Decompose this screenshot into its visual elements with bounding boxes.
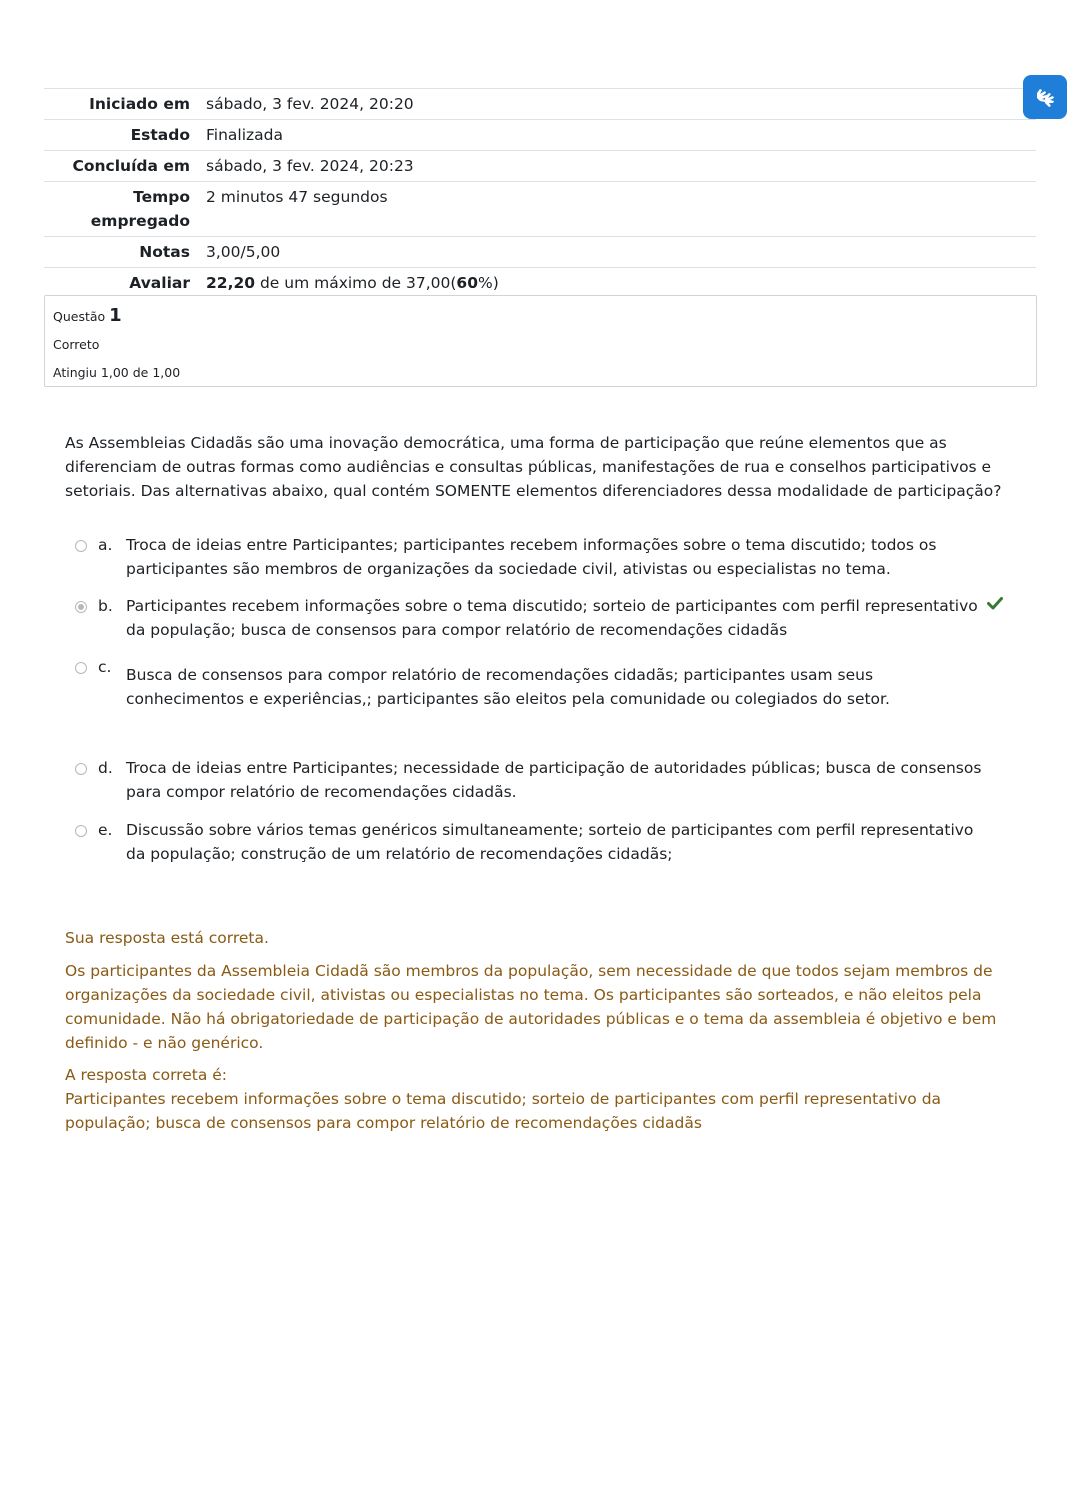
time-label-line2: empregado [90,212,190,230]
grade-percent: 60 [456,274,478,292]
right-answer-label: A resposta correta é: [65,1066,228,1084]
question-info-box [44,295,1037,387]
state-label: Estado [44,120,198,151]
summary-row-state [44,120,1036,151]
answer-text: Participantes recebem informações sobre o tema discutido; sorteio de participantes com perfil representativo da população; busca de consensos para compor relatório de recomendações cidadãs [126,597,978,639]
vlibras-accessibility-button[interactable] [1023,75,1067,119]
completed-label: Concluída em [44,151,198,182]
time-value: 2 minutos 47 segundos [198,182,1036,237]
grade-label: Avaliar [44,268,198,299]
answer-text: Busca de consensos para compor relatório de recomendações cidadãs; participantes usam seus conhecimentos e experiências,; participantes são eleitos pela comunidade ou colegiados do setor. [126,666,890,708]
completed-value: sábado, 3 fev. 2024, 20:23 [198,151,1036,182]
right-answer-text: Participantes recebem informações sobre o tema discutido; sorteio de participantes com perfil representativo da população; busca de consensos para compor relatório de recomendações cidadãs [65,1090,942,1132]
answer-letter: d. [98,759,113,777]
answer-text: Troca de ideias entre Participantes; necessidade de participação de autoridades públicas; busca de consensos para compor relatório de recomendações cidadãs. [126,759,982,801]
question-number [53,302,1028,331]
answer-text: Discussão sobre vários temas genéricos simultaneamente; sorteio de participantes com perfil representativo da população; construção de um relatório de recomendações cidadãs; [126,821,974,863]
answer-letter: c. [98,658,112,676]
grade-max: de um máximo de 37,00( [255,274,457,292]
answer-radio-b[interactable] [75,601,87,613]
answer-letter: a. [98,536,113,554]
answer-letter: b. [98,597,113,615]
grade-score: 22,20 [206,274,256,292]
sign-language-icon [1031,83,1059,111]
attempt-summary-table [44,88,1036,298]
answer-radio-e[interactable] [75,825,87,837]
grade-end: %) [478,274,499,292]
grade-value [198,268,1036,299]
question-status: Correto [53,337,100,352]
feedback-explanation: Os participantes da Assembleia Cidadã são membros da população, sem necessidade de que todos sejam membros de organizações da sociedade civil, ativistas ou especialistas no tema. Os participantes são sorteados, e não eleitos pela comunidade. Não há obrigatoriedade de participação de autoridades públicas e o tema da assembleia é objetivo e bem definido - e não genérico. [65,962,997,1052]
summary-row-completed [44,151,1036,182]
marks-label: Notas [44,237,198,268]
question-number-value: 1 [109,305,122,326]
time-label-line1: Tempo [133,188,190,206]
check-icon [987,596,1003,610]
summary-row-marks [44,237,1036,268]
time-label [44,182,198,237]
summary-row-time [44,182,1036,237]
question-label: Questão [53,309,106,324]
answer-radio-a[interactable] [75,540,87,552]
marks-value: 3,00/5,00 [198,237,1036,268]
question-mark: Atingiu 1,00 de 1,00 [53,365,181,380]
started-value: sábado, 3 fev. 2024, 20:20 [198,89,1036,120]
state-value: Finalizada [198,120,1036,151]
feedback-section [65,926,1015,1135]
feedback-correct-message: Sua resposta está correta. [65,929,269,947]
summary-row-grade [44,268,1036,299]
answer-letter: e. [98,821,113,839]
summary-row-started [44,89,1036,120]
answer-radio-d[interactable] [75,763,87,775]
started-label: Iniciado em [44,89,198,120]
answer-radio-c[interactable] [75,662,87,674]
question-text: As Assembleias Cidadãs são uma inovação democrática, uma forma de participação que reúne elementos que as diferenciam de outras formas como audiências e consultas públicas, manifestações de rua e conselhos participativos e setoriais. Das alternativas abaixo, qual contém SOMENTE elementos diferenciadores dessa modalidade de participação? [65,434,1002,500]
answer-text: Troca de ideias entre Participantes; participantes recebem informações sobre o tema discutido; todos os participantes são membros de organizações da sociedade civil, ativistas ou especialistas no tema. [126,536,937,578]
